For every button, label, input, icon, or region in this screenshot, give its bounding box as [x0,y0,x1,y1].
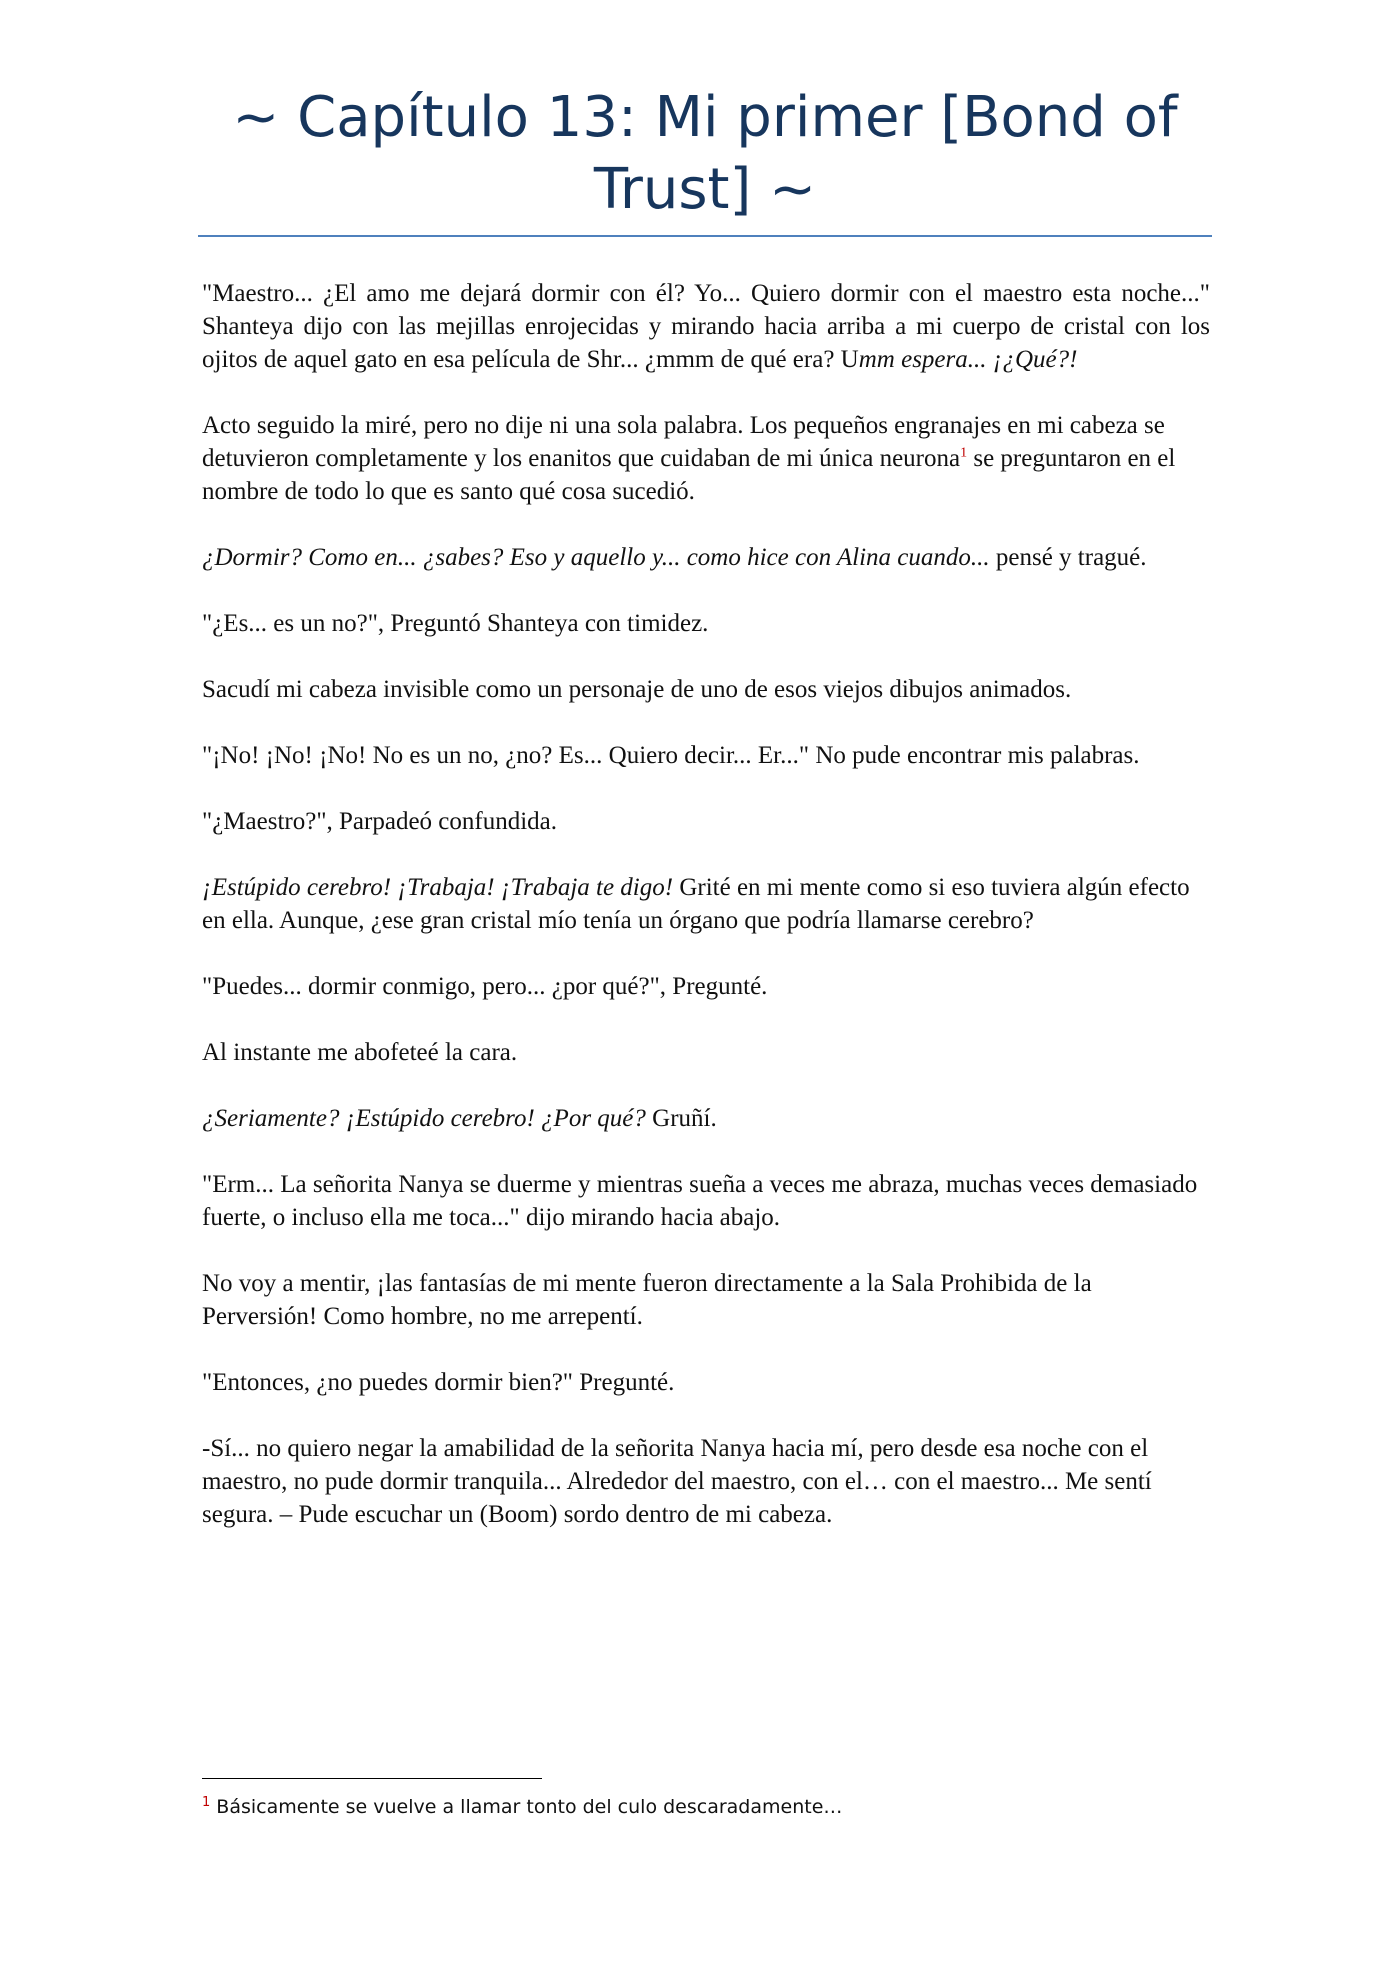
paragraph-1-italic: mm espera... ¡¿Qué?! [858,346,1078,373]
footnote-separator [202,1778,542,1779]
footnote-1 [202,1793,1102,1821]
paragraph-14: "Entonces, ¿no puedes dormir bien?" Pregunté. [202,1369,675,1396]
paragraph-11-text: Gruñí. [645,1105,717,1132]
title-underline [198,235,1212,237]
paragraph-6: "¡No! ¡No! ¡No! No es un no, ¿no? Es... Quiero decir... Er..." No pude encontrar mis palabras. [202,742,1140,769]
chapter-title: ~ Capítulo 13: Mi primer [Bond of Trust] ~ [232,85,1178,222]
chapter-body [202,277,1210,1564]
paragraph-9: "Puedes... dormir conmigo, pero... ¿por qué?", Pregunté. [202,973,768,1000]
paragraph-3-italic: ¿Dormir? Como en... ¿sabes? Eso y aquello y... como hice con Alina cuando... [202,544,990,571]
paragraph-15: -Sí... no quiero negar la amabilidad de la señorita Nanya hacia mí, pero desde esa noche con el maestro, no pude dormir tranquila... Alrededor del maestro, con el… con el maestro... Me sentí segura. – Pude escuchar un (Boom) sordo dentro de mi cabeza. [202,1435,1152,1528]
paragraph-2-text-cont: se preguntaron en el nombre de todo lo que es santo qué cosa sucedió. [202,445,1176,505]
paragraph-2 [202,409,1210,508]
paragraph-13: No voy a mentir, ¡las fantasías de mi mente fueron directamente a la Sala Prohibida de la Perversión! Como hombre, no me arrepentí. [202,1270,1092,1330]
footnote-number: 1 [202,1794,211,1810]
paragraph-11 [202,1102,1210,1135]
paragraph-1 [202,277,1210,376]
paragraph-8-text: Grité en mi mente como si eso tuviera algún efecto en ella. Aunque, ¿ese gran cristal mío tenía un órgano que podría llamarse cerebro? [202,874,1190,934]
paragraph-3-text: pensé y tragué. [989,544,1147,571]
paragraph-8 [202,871,1210,937]
paragraph-2-text: Acto seguido la miré, pero no dije ni una sola palabra. Los pequeños engranajes en mi cabeza se detuvieron completamente y los enanitos que cuidaban de mi única neurona [202,412,1165,472]
paragraph-12: "Erm... La señorita Nanya se duerme y mientras sueña a veces me abraza, muchas veces demasiado fuerte, o incluso ella me toca..." dijo mirando hacia abajo. [202,1171,1198,1231]
paragraph-8-italic: ¡Estúpido cerebro! ¡Trabaja! ¡Trabaja te digo! [202,874,674,901]
footnote-reference-1[interactable]: 1 [960,445,968,461]
paragraph-5: Sacudí mi cabeza invisible como un personaje de uno de esos viejos dibujos animados. [202,676,1072,703]
paragraph-10: Al instante me abofeteé la cara. [202,1039,518,1066]
paragraph-7: "¿Maestro?", Parpadeó confundida. [202,808,558,835]
paragraph-11-italic: ¿Seriamente? ¡Estúpido cerebro! ¿Por qué? [202,1105,646,1132]
paragraph-1-text: "Maestro... ¿El amo me dejará dormir con él? Yo... Quiero dormir con el maestro esta noche..." Shanteya dijo con las mejillas enrojecidas y mirando hacia arriba a mi cuerpo de cristal con los ojitos de aquel gato en esa película de Shr... ¿mmm de qué era? U [202,280,1210,373]
paragraph-3 [202,541,1210,574]
paragraph-4: "¿Es... es un no?", Preguntó Shanteya con timidez. [202,610,709,637]
footnote-text: Básicamente se vuelve a llamar tonto del culo descaradamente… [216,1796,843,1818]
